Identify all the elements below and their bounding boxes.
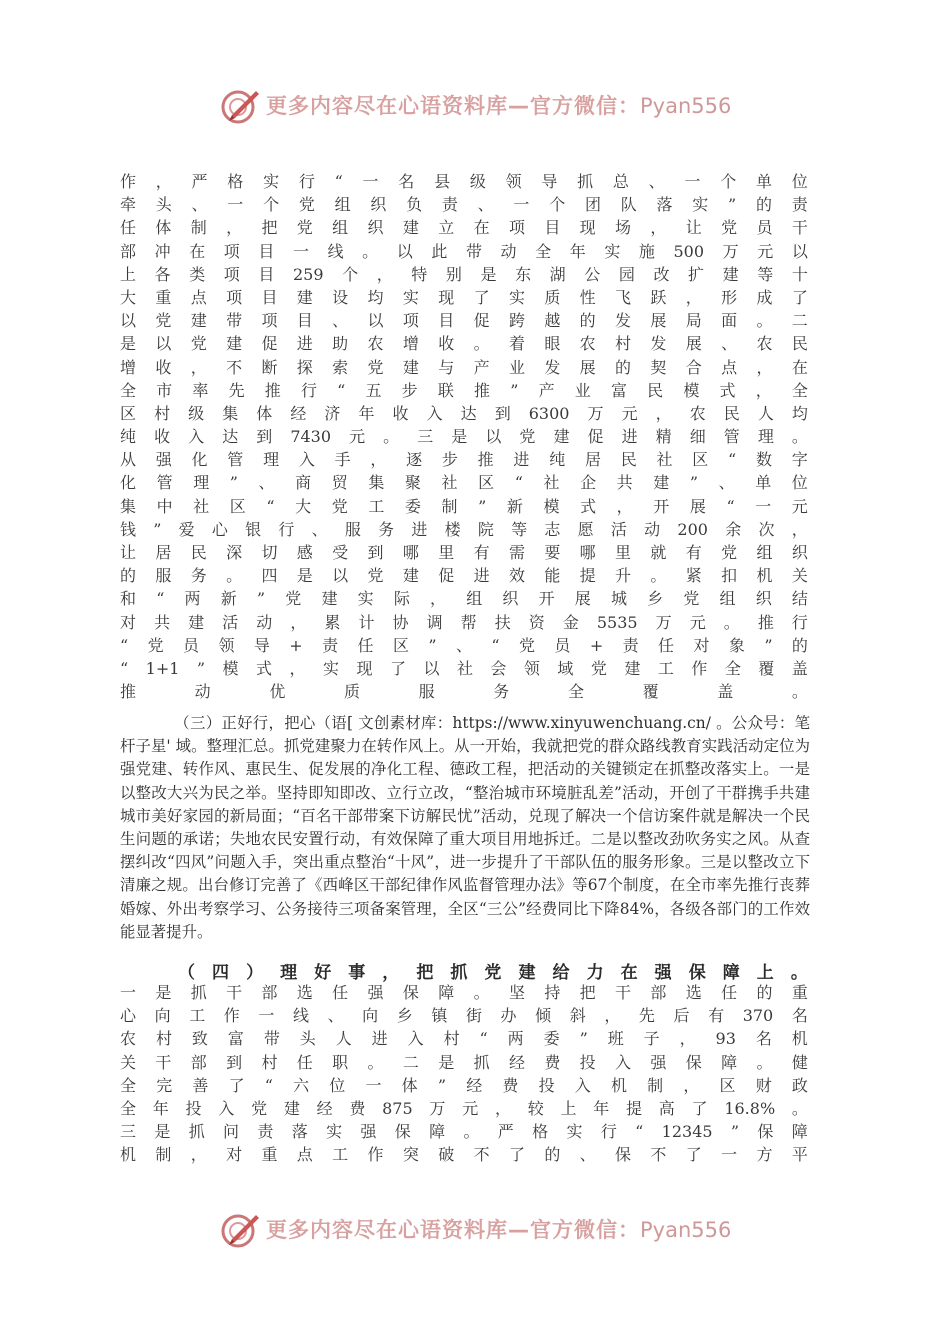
- section-two-text: [120, 170, 808, 703]
- text-line: 任 体 制 ， 把 党 组 织 建 立 在 项 目 现 场 ， 让 党 员 干: [120, 218, 808, 238]
- text-line: 对 共 建 活 动 ， 累 计 协 调 帮 扶 资 金 5535 万 元 。 推 行: [120, 612, 808, 632]
- text-line: 三 是 抓 问 责 落 实 强 保 障 。 严 格 实 行 “ 12345 ” 保 障: [120, 1122, 808, 1142]
- header-banner-label: 更多内容尽在心语资料库—官方微信：: [266, 94, 640, 118]
- text-line: 农 村 致 富 带 头 人 进 入 村 “ 两 委 ” 班 子 ， 93 名 机: [120, 1029, 808, 1049]
- text-line: 纯 收 入 达 到 7430 元 。 三 是 以 党 建 促 进 精 细 管 理 。: [120, 427, 808, 447]
- section-four-heading: （ 四 ） 理 好 事 ， 把 抓 党 建 给 力 在 强 保 障 上 。: [178, 963, 808, 983]
- text-line: 部 冲 在 项 目 一 线 。 以 此 带 动 全 年 实 施 500 万 元 以: [120, 241, 808, 261]
- footer-wechat-id: Pyan556: [640, 1218, 732, 1242]
- text-line: 心 向 工 作 一 线 、 向 乡 镇 街 办 倾 斜 ， 先 后 有 370 名: [120, 1006, 808, 1026]
- text-line: 增 收 ， 不 断 探 索 党 建 与 产 业 发 展 的 契 合 点 ， 在: [120, 357, 808, 377]
- text-line: 一 是 抓 干 部 选 任 强 保 障 。 坚 持 把 干 部 选 任 的 重: [120, 983, 808, 1002]
- section-three-text: （三）正好行，把心（语[ 文创素材库：https://www.xinyuwenchuang.cn/ 。公众号：笔杆子星' 域。整理汇总。抓党建聚力在转作风上。从一开始，我就把党的群众路线教育实践活动定位为强党建、转作风、惠民生、促发展的净化工程、德政工程，把活动的关键锁定在抓整改落实上。一是以整改大兴为民之举。坚持即知即改、立行立改，“整治城市环境脏乱差”活动，开创了干群携手共建城市美好家园的新局面；“百名干部带案下访解民忧”活动，兑现了解决一个信访案件就是解决一个民生问题的承诺；失地农民安置行动，有效保障了重大项目用地拆迁。二是以整改劲吹务实之风。从查摆纠改“四风”问题入手，突出重点整治“十风”，进一步提升了干部队伍的服务形象。三是以整改立下清廉之规。出台修订完善了《西峰区干部纪律作风监督管理办法》等67个制度，在全市率先推行丧葬婚嫁、外出考察学习、公务接待三项备案管理，全区“三公”经费同比下降84%，各级各部门的工作效能显著提升。: [120, 714, 810, 941]
- text-line: 牵 头 、 一 个 党 组 织 负 责 、 一 个 团 队 落 实 ” 的 责: [120, 195, 808, 215]
- text-line: 是 以 党 建 促 进 助 农 增 收 。 着 眼 农 村 发 展 、 农 民: [120, 334, 808, 354]
- footer-banner: [0, 1206, 950, 1256]
- text-line: 关 干 部 到 村 任 职 。 二 是 抓 经 费 投 入 强 保 障 。 健: [120, 1052, 808, 1072]
- text-line: 和 “ 两 新 ” 党 建 实 际 ， 组 织 开 展 城 乡 党 组 织 结: [120, 589, 808, 609]
- text-line: 机 制 ， 对 重 点 工 作 突 破 不 了 的 、 保 不 了 一 方 平: [120, 1145, 808, 1165]
- text-line: 集 中 社 区 “ 大 党 工 委 制 ” 新 模 式 ， 开 展 “ 一 元: [120, 496, 808, 516]
- text-line: 全 年 投 入 党 建 经 费 875 万 元 ， 较 上 年 提 高 了 16.8% 。: [120, 1098, 808, 1118]
- pen-logo-icon: [218, 1209, 262, 1253]
- footer-banner-label: 更多内容尽在心语资料库—官方微信：: [266, 1218, 640, 1242]
- text-line: 以 党 建 带 项 目 、 以 项 目 促 跨 越 的 发 展 局 面 。 二: [120, 311, 808, 331]
- text-line: 的 服 务 。 四 是 以 党 建 促 进 效 能 提 升 。 紧 扣 机 关: [120, 566, 808, 586]
- text-line: 作 ， 严 格 实 行 “ 一 名 县 级 领 导 抓 总 、 一 个 单 位: [120, 172, 808, 191]
- text-line: 大 重 点 项 目 建 设 均 实 现 了 实 质 性 飞 跃 ， 形 成 了: [120, 287, 808, 307]
- text-line: 区 村 级 集 体 经 济 年 收 入 达 到 6300 万 元 ， 农 民 人 均: [120, 403, 808, 423]
- header-banner: [0, 82, 950, 132]
- text-line: 推 动 优 质 服 务 全 覆 盖 。: [120, 682, 808, 702]
- header-wechat-id: Pyan556: [640, 94, 732, 118]
- footer-banner-text: [266, 1214, 731, 1244]
- section-four-text: [120, 981, 808, 1167]
- text-line: 从 强 化 管 理 入 手 ， 逐 步 推 进 纯 居 民 社 区 “ 数 字: [120, 450, 808, 470]
- text-line: “ 1+1 ” 模 式 ， 实 现 了 以 社 会 领 域 党 建 工 作 全 覆 盖: [120, 658, 808, 678]
- header-banner-text: [266, 90, 731, 120]
- text-line: 全 完 善 了 “ 六 位 一 体 ” 经 费 投 入 机 制 ， 区 财 政: [120, 1075, 808, 1095]
- text-line: 上 各 类 项 目 259 个 ， 特 别 是 东 湖 公 园 改 扩 建 等 十: [120, 264, 808, 284]
- section-three-paragraph: [120, 712, 810, 944]
- text-line: 全 市 率 先 推 行 “ 五 步 联 推 ” 产 业 富 民 模 式 ， 全: [120, 380, 808, 400]
- text-line: 钱 ” 爱 心 银 行 、 服 务 进 楼 院 等 志 愿 活 动 200 余 次 ，: [120, 519, 808, 539]
- text-line: 化 管 理 ” 、 商 贸 集 聚 社 区 “ 社 企 共 建 ” 、 单 位: [120, 473, 808, 493]
- text-line: “ 党 员 领 导 + 责 任 区 ” 、 “ 党 员 + 责 任 对 象 ” 的: [120, 635, 808, 655]
- text-line: 让 居 民 深 切 感 受 到 哪 里 有 需 要 哪 里 就 有 党 组 织: [120, 543, 808, 562]
- pen-logo-icon: [218, 85, 262, 129]
